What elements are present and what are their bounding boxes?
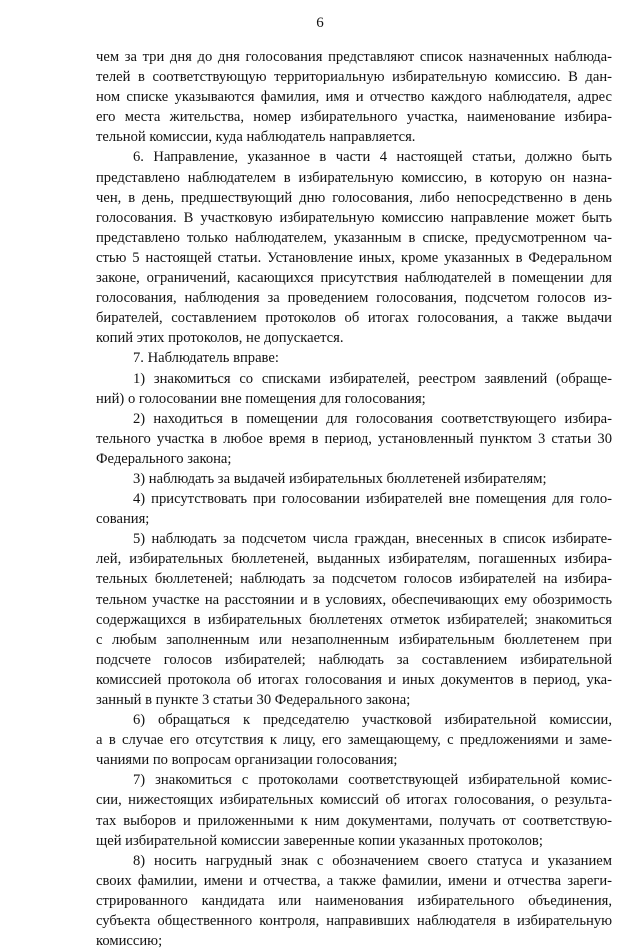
text-line: стрированного кандидата или наименования избирательного объединения, (96, 892, 612, 909)
text-line: 8) носить нагрудный знак с обозначением своего статуса и указанием (133, 852, 612, 869)
text-line: Федерального закона; (96, 450, 232, 467)
text-line: чаниями по вопросам организации голосования; (96, 752, 398, 769)
text-line: лей, избирательных бюллетеней, выданных избирателям, погашенных избира- (96, 551, 612, 568)
text-line: 4) присутствовать при голосовании избирателей вне помещения для голо- (133, 491, 612, 508)
text-line: сии, нижестоящих избирательных комиссий об итогах голосования, о результа- (96, 792, 612, 809)
text-line: его места жительства, номер избирательного участка, наименование избира- (96, 109, 612, 126)
text-line: 6. Направление, указанное в части 4 настоящей статьи, должно быть (133, 149, 612, 166)
text-line: тельном участке на расстоянии и в условиях, обеспечивающих ему обозримость (96, 591, 612, 608)
text-line: 1) знакомиться со списками избирателей, реестром заявлений (обраще- (133, 370, 612, 387)
text-line: чен, в день, предшествующий дню голосования, либо непосредственно в день (96, 189, 612, 206)
text-line: с любым заполненным или незаполненным избирательным бюллетенем при (96, 631, 612, 648)
text-line: занный в пункте 3 статьи 30 Федерального закона; (96, 692, 411, 708)
text-line: щей избирательной комиссии заверенные копии указанных протоколов; (96, 832, 543, 849)
page-number: 6 (316, 15, 324, 31)
text-line: а в случае его отсутствия к лицу, его замещающему, с предложениями и заме- (96, 732, 612, 749)
text-line: представлено только наблюдателем, указанным в списке, предусмотренном ча- (96, 229, 612, 246)
text-line: копий этих протоколов, не допускается. (96, 330, 344, 347)
text-line: ний) о голосовании вне помещения для голосования; (96, 390, 426, 407)
text-line: комиссией протокола об итогах голосования и иных документов в период, ука- (96, 671, 612, 688)
text-line: субъекта общественного контроля, направивших наблюдателя в избирательную (96, 913, 612, 930)
text-line: своих фамилии, имени и отчества, а также фамилии, имени и отчества зареги- (96, 872, 612, 889)
text-line: подсчете голосов избирателей; наблюдать за составлением избирательной (96, 651, 612, 668)
text-line: бирателей, составлением протоколов об итогах голосования, а также выдачи (96, 310, 612, 327)
text-line: 3) наблюдать за выдачей избирательных бюллетеней избирателям; (133, 470, 547, 487)
text-line: сования; (96, 511, 150, 528)
text-line: комиссию; (96, 933, 163, 950)
text-line: содержащихся в избирательных бюллетенях отметок избирателей; знакомиться (96, 611, 612, 628)
text-line: тельной комиссии, куда наблюдатель направляется. (96, 129, 416, 146)
text-line: 2) находиться в помещении для голосования соответствующего избира- (133, 410, 612, 427)
text-line: тельного участка в любое время в период, установленный пунктом 3 статьи 30 (96, 430, 612, 447)
text-line: голосования. В участковую избирательную комиссию направление может быть (96, 209, 612, 226)
text-line: 5) наблюдать за подсчетом числа граждан, внесенных в список избирате- (133, 531, 612, 548)
text-line: ном списке указываются фамилия, имя и отчество каждого наблюдателя, адрес (96, 89, 612, 106)
text-line: чем за три дня до дня голосования представляют список назначенных наблюда- (96, 49, 612, 65)
text-line: тах выборов и приложенными к ним документами, получать от соответствую- (96, 812, 612, 829)
text-line: законе, ограничений, касающихся присутствия наблюдателей в помещении для (96, 270, 612, 287)
text-line: представлено наблюдателем в избирательную комиссию, в которую он назна- (96, 169, 612, 186)
text-line: стью 5 настоящей статьи. Установление иных, кроме указанных в Федеральном (96, 249, 612, 266)
text-line: голосования, наблюдения за проведением голосования, подсчетом голосов из- (96, 290, 612, 307)
text-line: 6) обращаться к председателю участковой избирательной комиссии, (133, 712, 612, 729)
text-line: 7. Наблюдатель вправе: (133, 350, 279, 367)
text-line: 7) знакомиться с протоколами соответствующей избирательной комис- (133, 772, 612, 789)
text-line: тельных бюллетеней; наблюдать за подсчетом голосов избирателей на избира- (96, 571, 612, 588)
text-line: телей в соответствующую территориальную избирательную комиссию. В дан- (96, 69, 612, 86)
document-body (96, 47, 612, 951)
